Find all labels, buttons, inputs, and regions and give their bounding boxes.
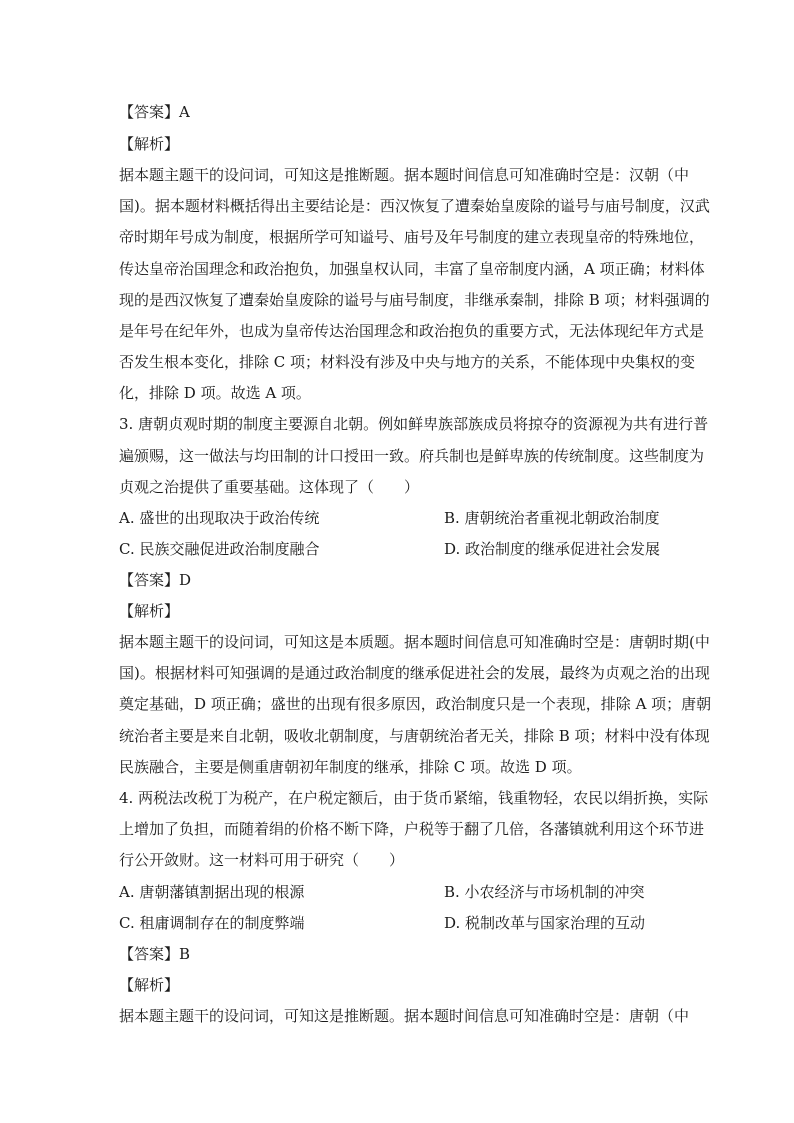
question-stem: 上增加了负担，而随着绢的价格不断下降，户税等于翻了几倍，各藩镇就利用这个环节进 bbox=[119, 820, 705, 838]
analysis-line: 现的是西汉恢复了遭秦始皇废除的谥号与庙号制度，非继承秦制，排除 B 项；材料强调的 bbox=[119, 291, 710, 309]
analysis-line: 国)。根据材料可知强调的是通过政治制度的继承促进社会的发展，最终为贞观之治的出现 bbox=[119, 664, 710, 682]
analysis-line: 民族融合，主要是侧重唐朝初年制度的继承，排除 C 项。故选 D 项。 bbox=[119, 758, 582, 776]
analysis-label: 【解析】 bbox=[119, 976, 180, 994]
option-c: C. 租庸调制存在的制度弊端 bbox=[119, 914, 305, 932]
analysis-line: 奠定基础，D 项正确；盛世的出现有很多原因，政治制度只是一个表现，排除 A 项；唐朝 bbox=[119, 695, 712, 713]
answer-label: 【答案】A bbox=[119, 103, 190, 121]
analysis-line: 传达皇帝治国理念和政治抱负，加强皇权认同，丰富了皇帝制度内涵，A 项正确；材料体 bbox=[119, 260, 705, 278]
analysis-line: 否发生根本变化，排除 C 项；材料没有涉及中央与地方的关系，不能体现中央集权的变 bbox=[119, 353, 696, 371]
question-stem: 行公开敛财。这一材料可用于研究（ ） bbox=[119, 851, 405, 869]
analysis-line: 据本题主题干的设问词，可知这是本质题。据本题时间信息可知准确时空是：唐朝时期(中 bbox=[119, 633, 710, 651]
analysis-line: 据本题主题干的设问词，可知这是推断题。据本题时间信息可知准确时空是：汉朝（中 bbox=[119, 166, 690, 184]
option-b: B. 小农经济与市场机制的冲突 bbox=[444, 883, 645, 901]
question-stem: 3. 唐朝贞观时期的制度主要源自北朝。例如鲜卑族部族成员将掠夺的资源视为共有进行普 bbox=[119, 415, 709, 433]
option-b: B. 唐朝统治者重视北朝政治制度 bbox=[444, 509, 660, 527]
analysis-label: 【解析】 bbox=[119, 135, 180, 153]
question-stem: 贞观之治提供了重要基础。这体现了（ ） bbox=[119, 478, 420, 496]
option-a: A. 盛世的出现取决于政治传统 bbox=[119, 509, 320, 527]
option-d: D. 税制改革与国家治理的互动 bbox=[444, 914, 646, 932]
option-c: C. 民族交融促进政治制度融合 bbox=[119, 540, 320, 558]
option-d: D. 政治制度的继承促进社会发展 bbox=[444, 540, 661, 558]
analysis-line: 据本题主题干的设问词，可知这是推断题。据本题时间信息可知准确时空是：唐朝（中 bbox=[119, 1007, 690, 1025]
answer-label: 【答案】B bbox=[119, 945, 191, 963]
option-a: A. 唐朝藩镇割据出现的根源 bbox=[119, 883, 305, 901]
analysis-label: 【解析】 bbox=[119, 602, 180, 620]
analysis-line: 帝时期年号成为制度，根据所学可知谥号、庙号及年号制度的建立表现皇帝的特殊地位， bbox=[119, 228, 705, 246]
answer-label: 【答案】D bbox=[119, 571, 192, 589]
question-stem: 遍颁赐，这一做法与均田制的计口授田一致。府兵制也是鲜卑族的传统制度。这些制度为 bbox=[119, 447, 705, 465]
analysis-line: 统治者主要是来自北朝，吸收北朝制度，与唐朝统治者无关，排除 B 项；材料中没有体现 bbox=[119, 727, 710, 745]
analysis-line: 是年号在纪年外，也成为皇帝传达治国理念和政治抱负的重要方式，无法体现纪年方式是 bbox=[119, 322, 705, 340]
question-stem: 4. 两税法改税丁为税产，在户税定额后，由于货币紧缩，钱重物轻，农民以绢折换，实际 bbox=[119, 789, 709, 807]
analysis-line: 国)。据本题材料概括得出主要结论是：西汉恢复了遭秦始皇废除的谥号与庙号制度，汉武 bbox=[119, 197, 710, 215]
analysis-line: 化，排除 D 项。故选 A 项。 bbox=[119, 384, 311, 402]
